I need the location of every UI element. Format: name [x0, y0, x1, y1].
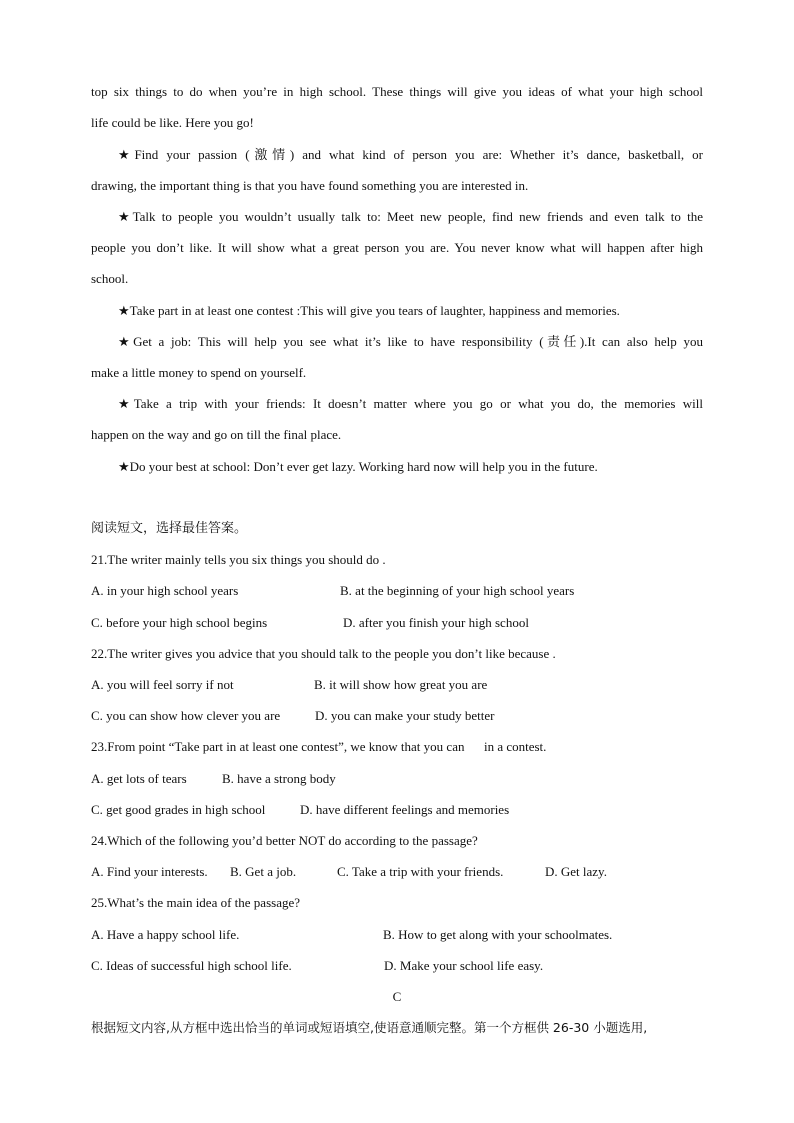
passage-point-job: ★Get a job: This will help you see what it’s like to have responsibility (责任).It can also help you — [118, 334, 703, 349]
question-24-option-d[interactable]: D. Get lazy. — [545, 864, 607, 879]
question-21-option-d[interactable]: D. after you finish your high school — [343, 615, 529, 630]
question-23-option-c[interactable]: C. get good grades in high school — [91, 802, 266, 817]
question-25-stem: 25.What’s the main idea of the passage? — [91, 895, 301, 910]
question-23-option-a[interactable]: A. get lots of tears — [91, 771, 187, 786]
question-22-stem: 22.The writer gives you advice that you should talk to the people you don’t like because . — [91, 646, 556, 661]
reading-instruction: 阅读短文，选择最佳答案。 — [91, 521, 248, 536]
question-24-option-a[interactable]: A. Find your interests. — [91, 864, 208, 879]
question-23-option-d[interactable]: D. have different feelings and memories — [300, 802, 510, 817]
question-22-option-b[interactable]: B. it will show how great you are — [314, 677, 488, 692]
passage-point-school: ★Do your best at school: Don’t ever get lazy. Working hard now will help you in the future. — [118, 459, 598, 474]
question-25-option-d[interactable]: D. Make your school life easy. — [384, 958, 544, 973]
passage-line-7: school. — [91, 271, 129, 286]
passage-line-6: people you don’t like. It will show what a great person you are. You never know what will happen after high — [91, 240, 703, 255]
passage-line-2: life could be like. Here you go! — [91, 115, 254, 130]
question-23-stem: 23.From point “Take part in at least one contest”, we know that you can in a contest. — [91, 739, 547, 754]
question-24-option-b[interactable]: B. Get a job. — [230, 864, 297, 879]
passage-line-12: happen on the way and go on till the final place. — [91, 427, 342, 442]
question-25-option-c[interactable]: C. Ideas of successful high school life. — [91, 958, 292, 973]
section-c-label: C — [392, 989, 402, 1004]
question-21-option-a[interactable]: A. in your high school years — [91, 583, 239, 598]
passage-point-trip: ★Take a trip with your friends: It doesn’t matter where you go or what you do, the memories will — [118, 396, 703, 411]
question-25-option-b[interactable]: B. How to get along with your schoolmates. — [383, 927, 613, 942]
question-22-option-c[interactable]: C. you can show how clever you are — [91, 708, 281, 723]
question-25-option-a[interactable]: A. Have a happy school life. — [91, 927, 240, 942]
question-21-option-b[interactable]: B. at the beginning of your high school years — [340, 583, 575, 598]
question-21-stem: 21.The writer mainly tells you six things you should do . — [91, 552, 386, 567]
question-22-option-d[interactable]: D. you can make your study better — [315, 708, 495, 723]
passage-line-1: top six things to do when you’re in high school. These things will give you ideas of what your high school — [91, 84, 703, 99]
question-22-option-a[interactable]: A. you will feel sorry if not — [91, 677, 234, 692]
passage-line-4: drawing, the important thing is that you have found something you are interested in. — [91, 178, 529, 193]
question-21-option-c[interactable]: C. before your high school begins — [91, 615, 268, 630]
passage-point-talk: ★Talk to people you wouldn’t usually talk to: Meet new people, find new friends and even talk to the — [118, 209, 703, 224]
question-23-option-b[interactable]: B. have a strong body — [222, 771, 336, 786]
question-24-option-c[interactable]: C. Take a trip with your friends. — [337, 864, 504, 879]
section-c-instruction: 根据短文内容,从方框中选出恰当的单词或短语填空,使语意通顺完整。第一个方框供 26-30 小题选用, — [91, 1020, 648, 1035]
passage-point-contest: ★Take part in at least one contest :This will give you tears of laughter, happiness and memories. — [118, 303, 620, 318]
passage-point-passion: ★Find your passion (激情) and what kind of person you are: Whether it’s dance, basketball, or — [118, 147, 703, 162]
question-24-stem: 24.Which of the following you’d better NOT do according to the passage? — [91, 833, 478, 848]
passage-line-10: make a little money to spend on yourself. — [91, 365, 307, 380]
